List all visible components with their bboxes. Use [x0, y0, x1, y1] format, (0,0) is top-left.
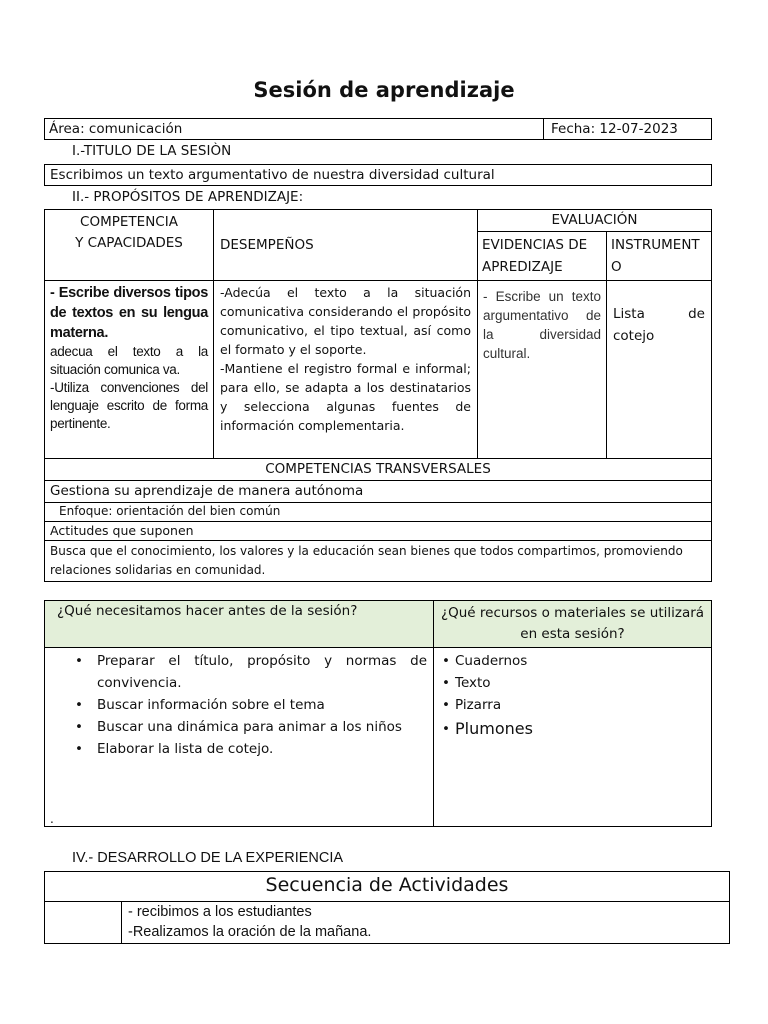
- transversal-text: Gestiona su aprendizaje de manera autónoma: [50, 483, 364, 499]
- fecha-label: Fecha: 12-07-2023: [551, 121, 678, 137]
- activities-content-cell: [122, 902, 730, 944]
- bullet-icon: •: [75, 741, 83, 757]
- competencia-text-2: -Utiliza convenciones del lenguaje escrito de forma pertinente.: [50, 380, 208, 431]
- activities-heading: [45, 872, 730, 902]
- desempeno-2: -Mantiene el registro formal e informal; para ello, se adapta a los destinatarios y selecciona algunas fuentes de información complementaria.: [220, 361, 471, 433]
- task-item: [45, 738, 427, 760]
- competencia-text-1: adecua el texto a la situación comunica va.: [50, 344, 208, 377]
- competencia-bold: - Escribe diversos tipos de textos en su lengua materna.: [50, 285, 208, 341]
- header-evidencias-text: EVIDENCIAS DE APREDIZAJE: [482, 237, 588, 275]
- header-competencia: [45, 210, 214, 281]
- actitudes-text: Actitudes que suponen: [50, 523, 194, 538]
- section-2-heading: II.- PROPÓSITOS DE APRENDIZAJE:: [72, 189, 304, 205]
- activities-heading-text: Secuencia de Actividades: [265, 874, 509, 896]
- session-title-box: [44, 164, 712, 186]
- desempenos-cell: [214, 281, 478, 459]
- page-title: Sesión de aprendizaje: [253, 78, 515, 102]
- prep-tasks-cell: [45, 648, 434, 827]
- task-text: Preparar el título, propósito y normas de convivencia.: [97, 653, 427, 691]
- prep-header-left-text: ¿Qué necesitamos hacer antes de la sesión?: [57, 603, 358, 619]
- section-1-heading: I.-TITULO DE LA SESIÒN: [72, 143, 232, 159]
- evidencia-text: - Escribe un texto argumentativo de la diversidad cultural.: [483, 289, 601, 361]
- activities-table: [44, 871, 730, 944]
- task-item: [45, 716, 427, 738]
- resource-text: Plumones: [455, 719, 533, 738]
- resource-text: Pizarra: [455, 697, 502, 713]
- header-competencia-text: COMPETENCIA Y CAPACIDADES: [75, 214, 183, 251]
- evidencia-cell: [478, 281, 607, 459]
- bullet-icon: •: [442, 675, 450, 691]
- header-desempenos-text: DESEMPEÑOS: [220, 237, 314, 253]
- prep-header-right-text: ¿Qué recursos o materiales se utilizará en esta sesión?: [440, 605, 705, 642]
- competencia-cell: [45, 281, 214, 459]
- enfoque-row: [45, 503, 712, 522]
- task-item: [45, 694, 427, 716]
- resource-item: [438, 672, 707, 694]
- header-evaluacion: [478, 210, 712, 232]
- bullet-icon: •: [75, 719, 83, 735]
- header-desempenos: [214, 210, 478, 281]
- prep-header-right: [434, 601, 712, 648]
- actitudes-detail-row: [45, 541, 712, 582]
- divider: [543, 119, 544, 139]
- header-instrumento: [607, 232, 712, 281]
- header-evaluacion-text: EVALUACIÓN: [551, 212, 638, 228]
- activity-line: -Realizamos la oración de la mañana.: [128, 924, 372, 940]
- resource-text: Texto: [455, 675, 491, 691]
- session-title: Escribimos un texto argumentativo de nuestra diversidad cultural: [50, 167, 495, 183]
- resource-item: [438, 694, 707, 716]
- task-text: Buscar una dinámica para animar a los niños: [97, 719, 402, 735]
- header-instrumento-text: INSTRUMENT O: [611, 237, 700, 275]
- bullet-icon: •: [75, 697, 83, 713]
- resource-item: [438, 716, 707, 742]
- activity-line: - recibimos a los estudiantes: [128, 904, 312, 920]
- header-evidencias: [478, 232, 607, 281]
- actitudes-detail-text: Busca que el conocimiento, los valores y la educación sean bienes que todos compartimos, promoviendo relaciones solidarias en comunidad.: [50, 544, 683, 577]
- area-label: Área: comunicación: [49, 121, 183, 137]
- task-item: [45, 650, 427, 694]
- desempeno-1: -Adecúa el texto a la situación comunicativa considerando el propósito comunicativo, el tipo textual, así como el formato y el soporte.: [220, 285, 471, 357]
- task-text: Elaborar la lista de cotejo.: [97, 741, 274, 757]
- purposes-table: [44, 209, 712, 582]
- enfoque-text: Enfoque: orientación del bien común: [59, 504, 281, 518]
- instrumento-text: Lista de cotejo: [613, 306, 705, 344]
- area-fecha-row: [44, 118, 712, 140]
- section-4-heading: IV.- DESARROLLO DE LA EXPERIENCIA: [72, 850, 344, 866]
- bullet-icon: •: [442, 697, 450, 713]
- resource-item: [438, 650, 707, 672]
- prep-resources-cell: [434, 648, 712, 827]
- preparation-table: [44, 600, 712, 827]
- trailing-dot: .: [50, 812, 54, 826]
- bullet-icon: •: [442, 653, 450, 669]
- transversales-heading-text: COMPETENCIAS TRANSVERSALES: [265, 461, 491, 477]
- transversales-heading: [45, 459, 712, 481]
- actitudes-row: [45, 522, 712, 541]
- transversal-row: [45, 481, 712, 503]
- bullet-icon: •: [442, 721, 450, 737]
- task-text: Buscar información sobre el tema: [97, 697, 325, 713]
- bullet-icon: •: [75, 653, 83, 669]
- resource-text: Cuadernos: [455, 653, 528, 669]
- activities-empty-cell: [45, 902, 122, 944]
- prep-header-left: [45, 601, 434, 648]
- instrumento-cell: [607, 281, 712, 459]
